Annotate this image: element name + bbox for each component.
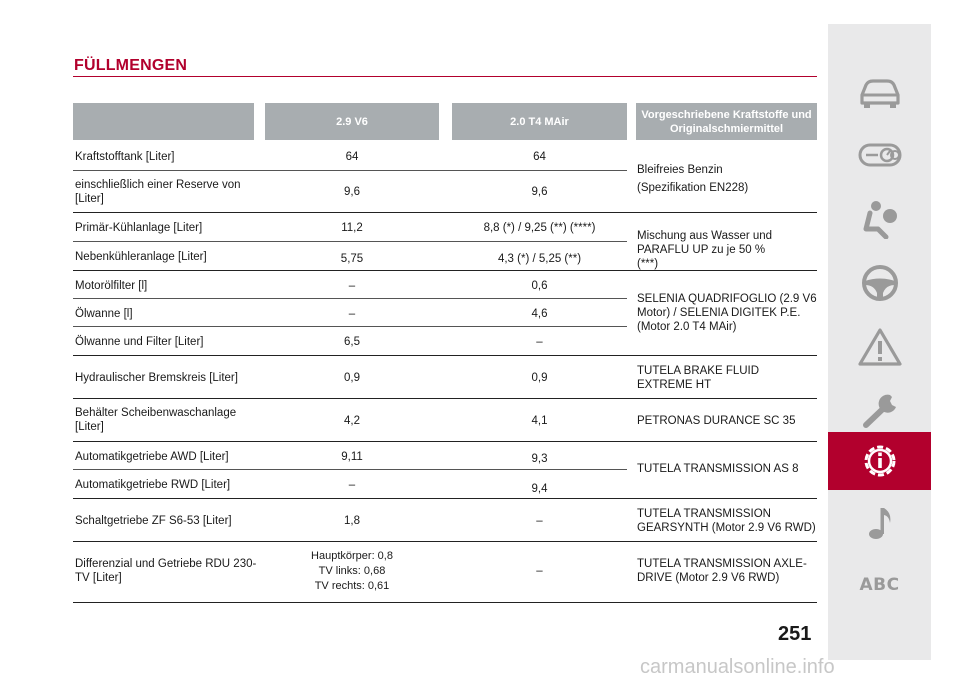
row-t4: – <box>536 336 543 348</box>
airbag-seat-icon <box>856 199 904 239</box>
sidebar-item-index[interactable] <box>828 556 931 614</box>
table-bottom-rule <box>73 602 817 603</box>
row-v6-line: Hauptkörper: 0,8 <box>311 550 393 562</box>
fluid-fuel-line: Bleifreies Benzin <box>637 164 723 176</box>
fluid-brake: TUTELA BRAKE FLUID EXTREME HT <box>637 365 760 391</box>
wrench-icon <box>856 391 904 431</box>
row-divider <box>73 469 627 470</box>
sidebar-item-emergency[interactable] <box>828 318 931 376</box>
row-v6: – <box>348 308 356 320</box>
row-v6-multiline <box>265 549 439 593</box>
row-label: Hydraulischer Bremskreis [Liter] <box>75 372 238 384</box>
row-v6: 9,6 <box>344 186 360 198</box>
row-v6: 64 <box>345 151 359 163</box>
sidebar-item-driving[interactable] <box>828 254 931 312</box>
row-t4: – <box>536 515 543 527</box>
group-divider <box>73 270 817 271</box>
row-v6: 4,2 <box>344 415 360 427</box>
fluid-fuel <box>637 163 817 195</box>
row-label: Differenzial und Getriebe RDU 230-TV [Liter] <box>75 558 257 584</box>
fluid-fuel-line: (Spezifikation EN228) <box>637 182 749 194</box>
row-t4: 9,6 <box>531 186 548 198</box>
group-divider <box>73 541 817 542</box>
row-label: Nebenkühleranlage [Liter] <box>75 251 207 263</box>
row-label: einschließlich einer Reserve von [Liter] <box>75 179 241 205</box>
fluid-engine-oil: SELENIA QUADRIFOGLIO (2.9 V6 Motor) / SELENIA DIGITEK P.E. (Motor 2.0 T4 MAir) <box>637 293 817 333</box>
steering-wheel-icon <box>856 263 904 303</box>
sidebar-item-safety[interactable] <box>828 190 931 248</box>
group-divider <box>73 498 817 499</box>
table-header-v6: 2.9 V6 <box>265 103 439 140</box>
row-t4: 4,1 <box>531 415 548 427</box>
table-header-label <box>73 103 254 140</box>
row-v6-line: TV rechts: 0,61 <box>314 580 390 592</box>
row-label: Automatikgetriebe AWD [Liter] <box>75 451 229 463</box>
sidebar-item-technical-data[interactable] <box>828 432 931 490</box>
row-label: Schaltgetriebe ZF S6-53 [Liter] <box>75 515 232 527</box>
row-divider <box>73 326 627 327</box>
sidebar-item-car[interactable] <box>828 62 931 120</box>
row-label: Primär-Kühlanlage [Liter] <box>75 222 203 234</box>
row-v6: 11,2 <box>341 222 363 234</box>
table-header-t4: 2.0 T4 MAir <box>452 103 627 140</box>
row-v6-line: TV links: 0,68 <box>318 565 386 577</box>
row-v6: 0,9 <box>344 372 360 384</box>
row-label: Motorölfilter [l] <box>75 280 148 292</box>
fluid-washer: PETRONAS DURANCE SC 35 <box>637 415 796 427</box>
row-t4: 4,6 <box>531 308 548 320</box>
group-divider <box>73 398 817 399</box>
row-divider <box>73 241 627 242</box>
table-header-fluids: Vorgeschriebene Kraftstoffe und Originalschmiermittel <box>636 103 817 140</box>
car-icon <box>856 71 904 111</box>
row-label: Kraftstofftank [Liter] <box>75 151 175 163</box>
row-t4: – <box>536 565 543 577</box>
watermark: carmanualsonline.info <box>640 656 835 678</box>
group-divider <box>73 355 817 356</box>
index-label: ABC <box>859 575 900 595</box>
row-v6: – <box>348 479 356 491</box>
sidebar-item-dashboard[interactable] <box>828 126 931 184</box>
row-t4: 64 <box>533 151 546 163</box>
row-v6: 5,75 <box>340 253 364 265</box>
row-divider <box>73 298 627 299</box>
warning-triangle-icon <box>856 327 904 367</box>
technical-data-gear-icon <box>856 441 904 481</box>
fluid-manual-gearbox: TUTELA TRANSMISSION GEARSYNTH (Motor 2.9 V6 RWD) <box>637 508 816 534</box>
row-t4: 0,6 <box>531 280 548 292</box>
page-title: FÜLLMENGEN <box>74 57 188 74</box>
fluid-auto-transmission: TUTELA TRANSMISSION AS 8 <box>637 463 799 475</box>
row-divider <box>73 170 627 171</box>
sidebar-item-multimedia[interactable] <box>828 494 931 552</box>
dashboard-gauges-icon <box>856 135 904 175</box>
group-divider <box>73 441 817 442</box>
title-rule <box>73 76 817 77</box>
row-label: Ölwanne und Filter [Liter] <box>75 336 204 348</box>
fluid-differential: TUTELA TRANSMISSION AXLE-DRIVE (Motor 2.9 V6 RWD) <box>637 558 807 584</box>
group-divider <box>73 212 817 213</box>
page-number: 251 <box>778 623 812 645</box>
row-label: Automatikgetriebe RWD [Liter] <box>75 479 231 491</box>
music-note-icon <box>856 503 904 543</box>
row-t4: 0,9 <box>531 372 548 384</box>
row-label: Behälter Scheibenwaschanlage [Liter] <box>75 407 237 433</box>
fluid-coolant: Mischung aus Wasser und PARAFLU UP zu je 50 % (***) <box>637 230 773 270</box>
row-t4: 9,3 <box>531 453 548 465</box>
row-t4: 8,8 (*) / 9,25 (**) (****) <box>483 222 596 234</box>
chapter-sidebar <box>828 24 931 660</box>
row-t4: 4,3 (*) / 5,25 (**) <box>497 253 582 265</box>
row-label: Ölwanne [l] <box>75 308 133 320</box>
row-v6: 1,8 <box>344 515 360 527</box>
row-v6: 9,11 <box>341 451 363 463</box>
row-v6: 6,5 <box>344 336 360 348</box>
row-v6: – <box>348 280 356 292</box>
row-t4: 9,4 <box>531 483 548 495</box>
